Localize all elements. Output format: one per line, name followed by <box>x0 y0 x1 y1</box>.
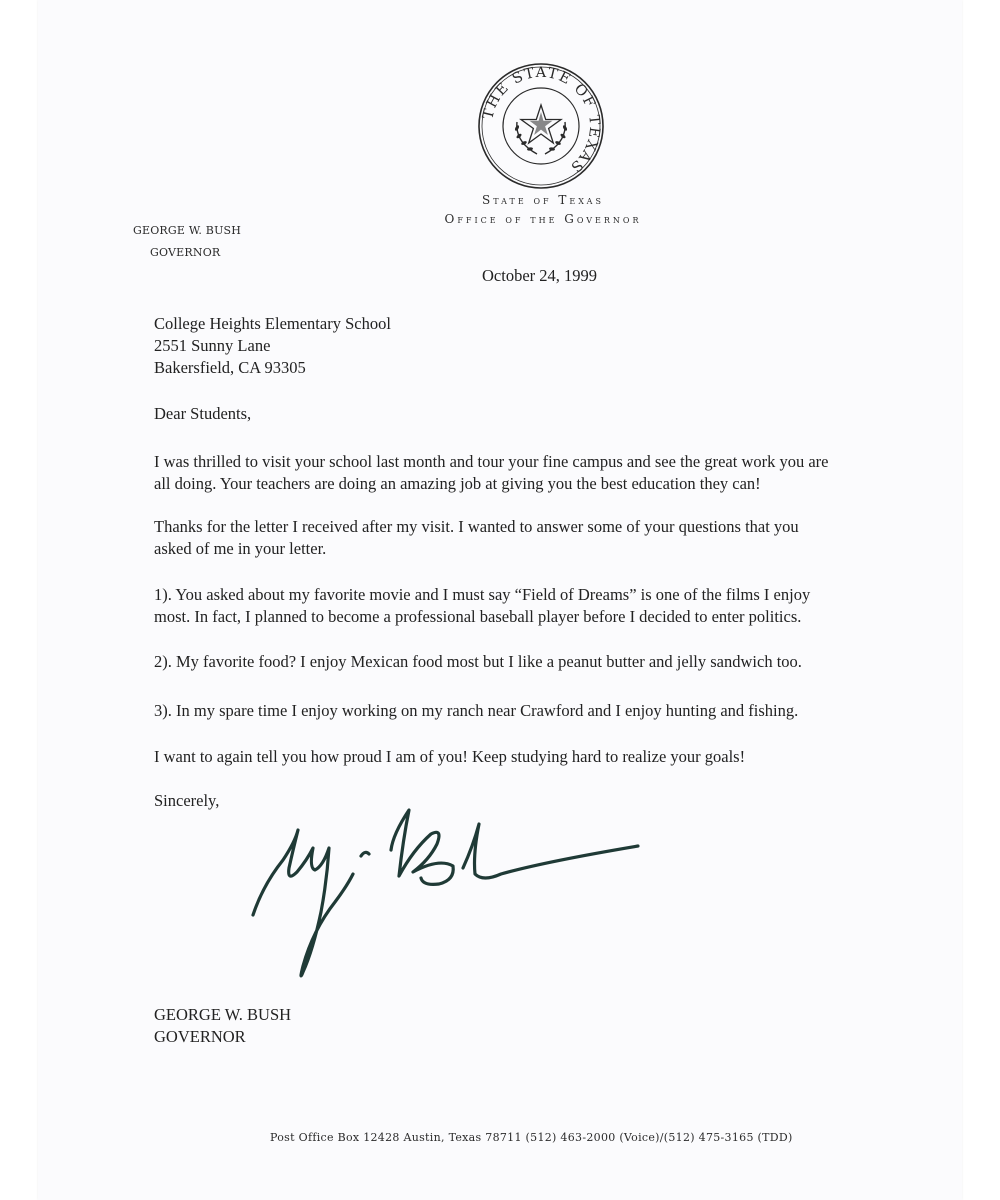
state-heading: State of Texas <box>482 193 604 207</box>
closing: Sincerely, <box>154 791 220 810</box>
recipient-line: Bakersfield, CA 93305 <box>154 358 306 377</box>
signer-title: GOVERNOR <box>154 1027 246 1046</box>
paragraph-line: 2). My favorite food? I enjoy Mexican food most but I like a peanut butter and jelly sandwich too. <box>154 652 802 671</box>
office-header <box>368 191 718 229</box>
paragraph-visit <box>154 451 954 495</box>
signature-block <box>154 1004 291 1048</box>
paragraph-line: most. In fact, I planned to become a professional baseball player before I decided to enter politics. <box>154 607 802 626</box>
paragraph-favorite-food <box>154 651 954 673</box>
office-heading: Office of the Governor <box>444 212 642 226</box>
recipient-line: College Heights Elementary School <box>154 314 391 333</box>
recipient-line: 2551 Sunny Lane <box>154 336 271 355</box>
paragraph-line: asked of me in your letter. <box>154 539 327 558</box>
seal-right-branch-icon <box>545 122 565 154</box>
paragraph-line: Thanks for the letter I received after my visit. I wanted to answer some of your questions that you <box>154 517 799 536</box>
paragraph-favorite-movie <box>154 584 954 628</box>
salutation: Dear Students, <box>154 404 252 423</box>
handwritten-signature <box>243 790 643 990</box>
recipient-address <box>154 313 391 379</box>
paragraph-proud <box>154 746 954 768</box>
paragraph-line: I want to again tell you how proud I am of you! Keep studying hard to realize your goals! <box>154 747 746 766</box>
paragraph-line: 3). In my spare time I enjoy working on my ranch near Crawford and I enjoy hunting and fishing. <box>154 701 799 720</box>
paragraph-spare-time <box>154 700 954 722</box>
texas-state-seal <box>477 62 605 190</box>
paragraph-line: all doing. Your teachers are doing an amazing job at giving you the best education they can! <box>154 474 761 493</box>
footer-address: Post Office Box 12428 Austin, Texas 78711 (512) 463-2000 (Voice)/(512) 475-3165 (TDD) <box>270 1131 793 1144</box>
paragraph-line: 1). You asked about my favorite movie and I must say “Field of Dreams” is one of the films I enjoy <box>154 585 811 604</box>
letterhead-governor-name: GEORGE W. BUSH <box>133 224 242 237</box>
paragraph-thanks <box>154 516 954 560</box>
seal-ring-text: THE STATE OF TEXAS <box>480 64 603 176</box>
signer-name: GEORGE W. BUSH <box>154 1005 292 1024</box>
paragraph-line: I was thrilled to visit your school last month and tour your fine campus and see the great work you are <box>154 452 829 471</box>
letter-page <box>38 0 962 1200</box>
letter-date: October 24, 1999 <box>482 266 598 285</box>
seal-left-branch-icon <box>517 122 537 154</box>
letterhead-governor-title: GOVERNOR <box>150 246 221 259</box>
